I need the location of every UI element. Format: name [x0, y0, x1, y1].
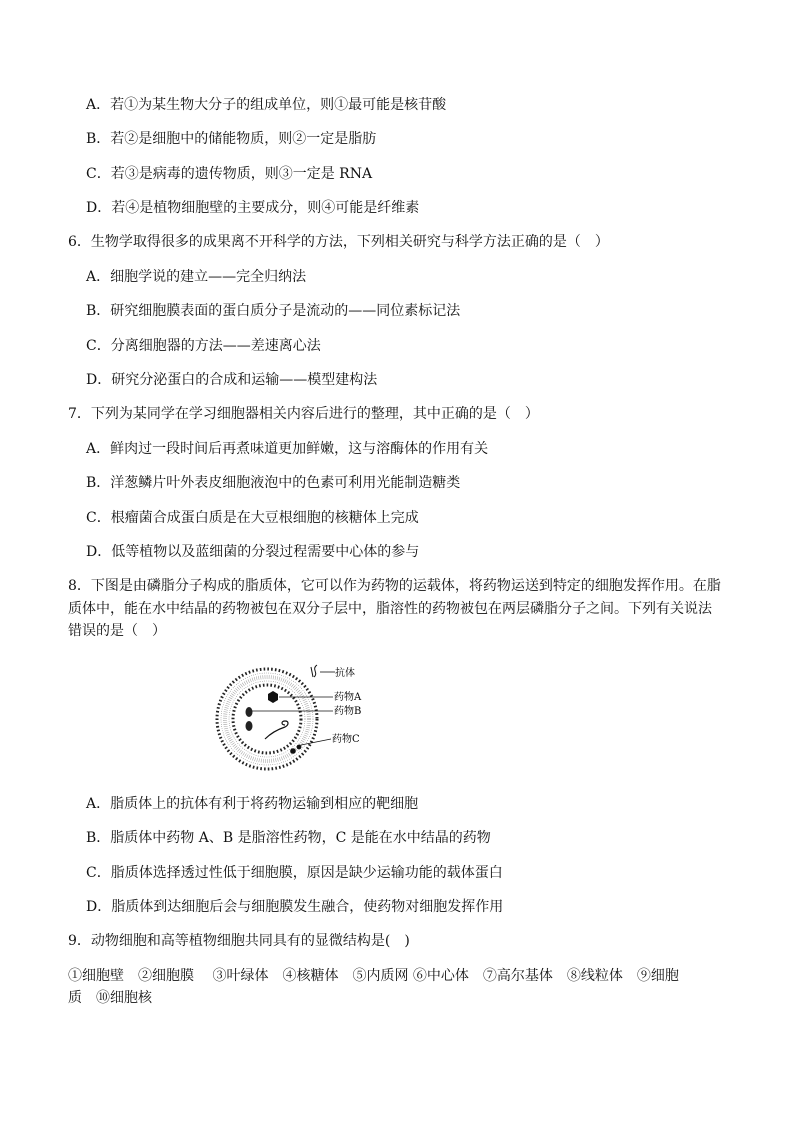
liposome-diagram [205, 655, 375, 781]
q6-option-b: B．研究细胞膜表面的蛋白质分子是流动的——同位素标记法 [86, 303, 461, 319]
drug-b-blob [246, 707, 253, 717]
q7-option-a: A．鲜肉过一段时间后再煮味道更加鲜嫩，这与溶酶体的作用有关 [86, 441, 489, 457]
q7-option-c: C．根瘤菌合成蛋白质是在大豆根细胞的核糖体上完成 [86, 510, 419, 526]
q5-option-d: D．若④是植物细胞壁的主要成分，则④可能是纤维素 [86, 200, 420, 216]
q8-option-c: C．脂质体选择透过性低于细胞膜，原因是缺少运输功能的载体蛋白 [86, 865, 503, 881]
q8-stem-line-1: 8．下图是由磷脂分子构成的脂质体，它可以作为药物的运载体，将药物运送到特定的细胞发挥作用。在脂 [68, 578, 721, 594]
label-drug-b: 药物B [334, 706, 362, 717]
q9-stem: 9．动物细胞和高等植物细胞共同具有的显微结构是( ) [68, 933, 410, 949]
q6-option-a: A．细胞学说的建立——完全归纳法 [86, 269, 307, 285]
q7-stem: 7．下列为某同学在学习细胞器相关内容后进行的整理，其中正确的是（ ） [68, 406, 539, 422]
label-drug-a: 药物A [334, 692, 362, 703]
inner-lipid-tails [229, 681, 305, 757]
outer-lipid-tails [221, 673, 313, 765]
drug-c-leader [301, 739, 331, 745]
q5-option-a: A．若①为某生物大分子的组成单位，则①最可能是核苷酸 [86, 97, 447, 113]
q6-option-d: D．研究分泌蛋白的合成和运输——模型建构法 [86, 372, 378, 388]
q6-stem: 6．生物学取得很多的成果离不开科学的方法，下列相关研究与科学方法正确的是（ ） [68, 234, 609, 250]
q8-option-a: A．脂质体上的抗体有利于将药物运输到相应的靶细胞 [86, 796, 419, 812]
q8-option-b: B．脂质体中药物 A、B 是脂溶性药物，C 是能在水中结晶的药物 [86, 830, 491, 846]
drug-a-shape [268, 691, 278, 703]
drug-c-dot [297, 745, 302, 750]
q5-option-c: C．若③是病毒的遗传物质，则③一定是 RNA [86, 166, 373, 182]
q8-option-d: D．脂质体到达细胞后会与细胞膜发生融合，使药物对细胞发挥作用 [86, 899, 504, 915]
drug-b-blob [246, 721, 253, 731]
antibody-shape [311, 665, 317, 677]
label-drug-c: 药物C [332, 734, 360, 745]
drug-spiral [265, 721, 288, 739]
q9-items-line-1: ①细胞壁 ②细胞膜 ③叶绿体 ④核糖体 ⑤内质网 ⑥中心体 ⑦高尔基体 ⑧线粒体 ⑨细胞 [68, 968, 679, 984]
lipid-tail-band [225, 677, 309, 761]
q5-option-b: B．若②是细胞中的储能物质，则②一定是脂肪 [86, 131, 377, 147]
q8-stem-line-3: 错误的是（ ） [68, 623, 166, 639]
inner-lipid-heads [233, 685, 301, 753]
q8-stem-line-2: 质体中，能在水中结晶的药物被包在双分子层中，脂溶性的药物被包在两层磷脂分子之间。下列有关说法 [68, 601, 712, 617]
drug-c-dot [290, 748, 296, 754]
q7-option-d: D．低等植物以及蓝细菌的分裂过程需要中心体的参与 [86, 544, 420, 560]
label-antibody: 抗体 [335, 668, 355, 679]
q6-option-c: C．分离细胞器的方法——差速离心法 [86, 338, 321, 354]
q9-items-line-2: 质 ⑩细胞核 [68, 990, 152, 1006]
q7-option-b: B．洋葱鳞片叶外表皮细胞液泡中的色素可利用光能制造糖类 [86, 475, 461, 491]
